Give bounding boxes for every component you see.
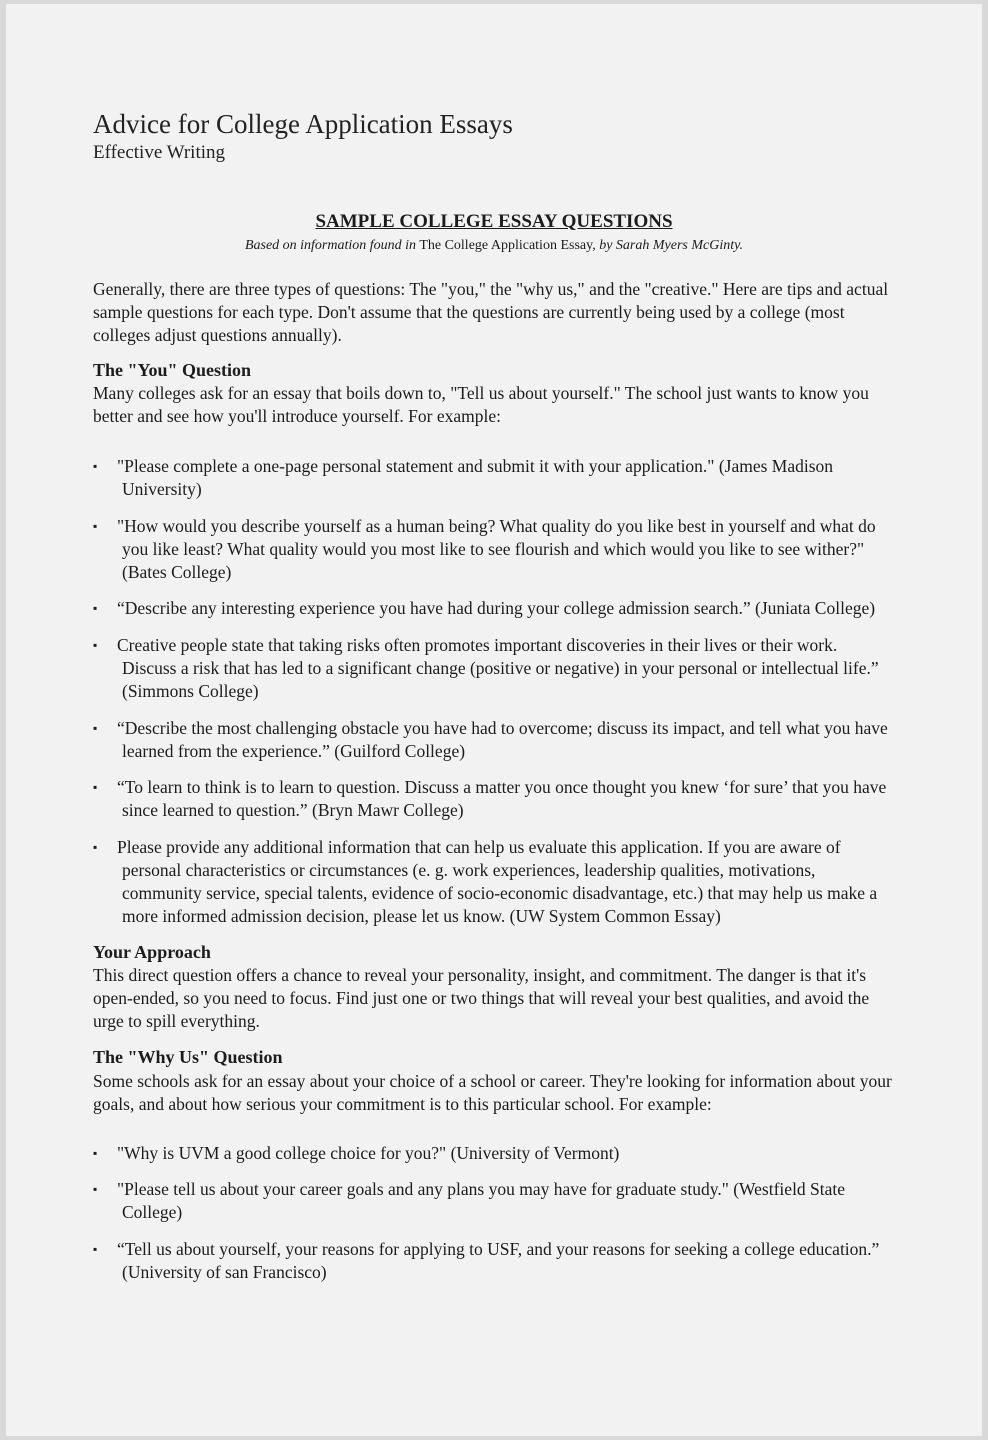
bullet-icon: ▪ <box>93 638 98 652</box>
list-item <box>93 515 893 584</box>
list-item <box>93 1238 893 1284</box>
why-us-text: Some schools ask for an essay about your choice of a school or career. They're looking for information about your goals, and about how serious your commitment is to this particular school. For example: <box>93 1071 892 1114</box>
source-citation <box>6 237 982 255</box>
list-item <box>93 597 893 620</box>
list-item-text: "Please tell us about your career goals and any plans you may have for graduate study." (Westfield State College) <box>117 1179 846 1222</box>
document-subtitle: Effective Writing <box>93 142 226 163</box>
list-item <box>93 1142 893 1165</box>
list-item-text: "Please complete a one-page personal statement and submit it with your application." (James Madison University) <box>117 456 834 499</box>
document-title: Advice for College Application Essays <box>93 109 513 139</box>
list-item-text: Creative people state that taking risks often promotes important discoveries in their lives or their work. Discuss a risk that has led to a significant change (positive or negative) in your personal or intellectual life.” (Simmons College) <box>117 635 879 701</box>
approach-text: This direct question offers a chance to reveal your personality, insight, and commitment. The danger is that it's open-ended, so you need to focus. Find just one or two things that will reveal your best qualities, and avoid the urge to spill everything. <box>93 965 870 1031</box>
list-item-text: “To learn to think is to learn to question. Discuss a matter you once thought you knew ‘for sure’ that you have since learned to question.” (Bryn Mawr College) <box>117 777 887 820</box>
document-page <box>6 4 982 1436</box>
list-item <box>93 717 893 763</box>
list-item-text: “Describe the most challenging obstacle you have had to overcome; discuss its impact, and tell what you have learned from the experience.” (Guilford College) <box>117 718 888 761</box>
source-prefix: Based on information found in <box>244 238 417 253</box>
list-item <box>93 1178 893 1224</box>
bullet-icon: ▪ <box>93 519 98 533</box>
bullet-icon: ▪ <box>93 721 98 735</box>
list-item-text: “Describe any interesting experience you have had during your college admission search.” (Juniata College) <box>117 598 876 618</box>
bullet-icon: ▪ <box>93 1182 98 1196</box>
sample-questions-heading: SAMPLE COLLEGE ESSAY QUESTIONS <box>315 211 673 232</box>
list-item <box>93 776 893 822</box>
bullet-icon: ▪ <box>93 840 98 854</box>
list-item <box>93 455 893 501</box>
source-book: The College Application Essay, <box>419 238 596 253</box>
bullet-icon: ▪ <box>93 780 98 794</box>
approach-heading: Your Approach <box>93 942 211 962</box>
bullet-icon: ▪ <box>93 459 98 473</box>
list-item <box>93 836 893 928</box>
source-author: by Sarah Myers McGinty. <box>599 238 744 253</box>
list-item-text: Please provide any additional information that can help us evaluate this application. If you are aware of personal characteristics or circumstances (e. g. work experiences, leadership qualities, motivations, community service, special talents, evidence of socio-economic disadvantage, etc.) that may help us make a more informed admission decision, please let us know. (UW System Common Essay) <box>117 837 878 926</box>
list-item <box>93 634 893 703</box>
bullet-icon: ▪ <box>93 1146 98 1160</box>
intro-paragraph: Generally, there are three types of questions: The "you," the "why us," and the "creative." Here are tips and actual sample questions for each type. Don't assume that the questions are currently being used by a college (most colleges adjust questions annually). <box>93 279 889 345</box>
bullet-icon: ▪ <box>93 1242 98 1256</box>
you-question-text: Many colleges ask for an essay that boils down to, "Tell us about yourself." The school just wants to know you better and see how you'll introduce yourself. For example: <box>93 383 869 426</box>
why-us-heading: The "Why Us" Question <box>93 1047 283 1067</box>
list-item-text: "How would you describe yourself as a human being? What quality do you like best in yourself and what do you like least? What quality would you most like to see flourish and which would you like to see wither?" (Bates College) <box>117 516 876 582</box>
you-question-heading: The "You" Question <box>93 360 252 380</box>
bullet-icon: ▪ <box>93 601 98 615</box>
list-item-text: “Tell us about yourself, your reasons for applying to USF, and your reasons for seeking a college education.” (University of san Francisco) <box>117 1239 880 1282</box>
list-item-text: "Why is UVM a good college choice for you?" (University of Vermont) <box>117 1143 620 1163</box>
